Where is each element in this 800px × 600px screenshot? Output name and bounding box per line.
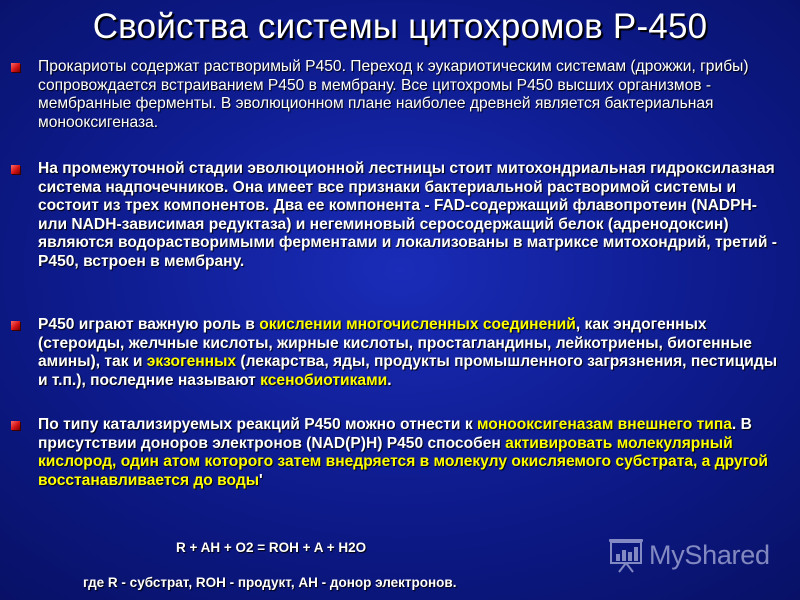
bullet-text: Прокариоты содержат растворимый Р450. Переход к эукариотическим системам (дрожжи, грибы) сопровождается встраиванием Р450 в мембрану. Все цитохромы Р450 высших организмов - мембранные ферменты. В эволюционном плане наиболее древней является бактериальная монооксигеназа. — [38, 58, 749, 131]
bullet-text-part: По типу катализируемых реакций Р450 можно отнести к — [38, 416, 477, 433]
bullet-prokaryotes — [38, 58, 790, 132]
reaction-equation: R + AH + O2 = ROH + A + H2O — [176, 540, 367, 555]
highlight-monooxygenase: монооксигеназам внешнего типа — [476, 416, 732, 433]
equation-legend: где R - субстрат, ROH - продукт, AH - донор электронов. — [83, 575, 457, 590]
bullet-text-part: , как эндогенных (стероиды, желчные кислоты, жирные кислоты, простагландины, лейкотриены, биогенные амины), так и — [38, 316, 752, 371]
bullet-text-part: Р450 играют важную роль в — [38, 316, 260, 333]
bullet-mitochondrial-system — [38, 160, 790, 272]
bullet-text: На промежуточной стадии эволюционной лестницы стоит митохондриальная гидроксилазная система надпочечников. Она имеет все признаки бактериальной растворимой системы и состоит из трех компонентов. Два ее компонента - FAD-содержащий флавопротеин (NADPH- или NADH-зависимая редуктаза) и негеминовый серосодержащий белок (адренодоксин) являются водорастворимыми ферментами и локализованы в матриксе митохондрий, третий - Р450, встроен в мембрану. — [38, 160, 777, 270]
watermark — [608, 537, 788, 573]
watermark-text: MyShared — [649, 539, 770, 570]
highlight-oxidation: окислении многочисленных соединений — [259, 316, 576, 333]
highlight-oxygen-activation: активировать молекулярный кислород, один атом которого затем внедряется в молекулу окисляемого субстрата, а другой восстанавливается до воды — [38, 434, 768, 489]
bullet-marker-icon — [11, 165, 20, 174]
highlight-exogenous: экзогенных — [146, 353, 237, 371]
bullet-oxidation-role — [38, 316, 790, 390]
bullet-marker-icon — [11, 421, 20, 430]
bullet-marker-icon — [11, 321, 20, 330]
bullet-marker-icon — [11, 63, 20, 72]
bullet-monooxygenase-type — [38, 416, 790, 490]
highlight-xenobiotics: ксенобиотиками — [260, 371, 388, 389]
chart-projector-icon — [608, 537, 646, 573]
bullet-text-part: ' — [259, 471, 263, 489]
slide-title: Свойства системы цитохромов Р-450 — [92, 7, 708, 46]
bullet-text-part: (лекарства, яды, продукты промышленного загрязнения, пестициды и т.п.), последние называют — [38, 353, 778, 389]
bullet-text-part: . — [387, 371, 392, 389]
bullet-text-part: . В присутствии доноров электронов (NAD(P)H) Р450 способен — [38, 416, 752, 452]
